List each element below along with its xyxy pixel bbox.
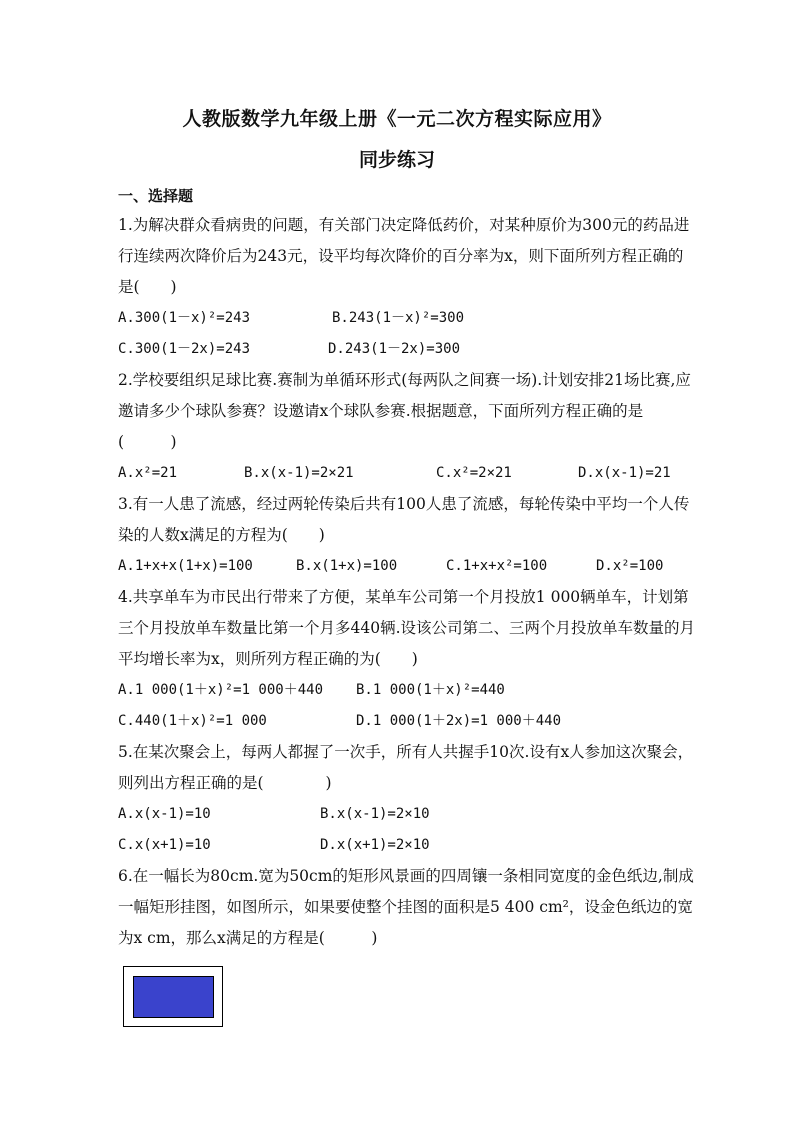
section-heading: 一、选择题 [118, 187, 194, 205]
page-title: 人教版数学九年级上册《一元二次方程实际应用》 [182, 108, 612, 130]
picture-interior [133, 976, 214, 1018]
question-2: 2.学校要组织足球比赛.赛制为单循环形式(每两队之间赛一场).计划安排21场比赛,应邀请多少个球队参赛？设邀请x个球队参赛.根据题意，下面所列方程正确的是( ) [118, 371, 691, 451]
option-c: C.440(1＋x)²=1 000 [118, 713, 267, 729]
question-3-options [118, 551, 698, 582]
option-d: D.1 000(1＋2x)=1 000＋440 [356, 713, 562, 729]
option-d: D.x²=100 [596, 558, 664, 574]
option-a: A.1+x+x(1+x)=100 [118, 558, 253, 574]
option-a: A.1 000(1＋x)²=1 000＋440 [118, 682, 324, 698]
question-5-options-row-2 [118, 830, 698, 861]
page-subtitle: 同步练习 [358, 149, 435, 171]
question-1-options-row-2 [118, 334, 698, 365]
question-6: 6.在一幅长为80cm.宽为50cm的矩形风景画的四周镶一条相同宽度的金色纸边,制成一幅矩形挂图，如图所示，如果要使整个挂图的面积是5 400 cm²，设金色纸边的宽为x cm，那么x满足的方程是( ) [118, 867, 694, 947]
option-b: B.x(x-1)=2×10 [320, 806, 430, 822]
question-4: 4.共享单车为市民出行带来了方便，某单车公司第一个月投放1 000辆单车，计划第三个月投放单车数量比第一个月多440辆.设该公司第二、三两个月投放单车数量的月平均增长率为x，则所列方程正确的为( ) [118, 588, 696, 668]
question-5-options-row-1 [118, 799, 698, 830]
option-d: D.243(1－2x)=300 [328, 341, 461, 357]
question-1: 1.为解决群众看病贵的问题，有关部门决定降低药价，对某种原价为300元的药品进行连续两次降价后为243元，设平均每次降价的百分率为x，则下面所列方程正确的是( ) [118, 216, 690, 296]
option-a: A.x²=21 [118, 465, 178, 481]
option-b: B.1 000(1＋x)²=440 [356, 682, 505, 698]
question-list [118, 210, 698, 954]
option-c: C.x²=2×21 [436, 465, 512, 481]
option-b: B.x(1+x)=100 [296, 558, 398, 574]
question-1-options-row-1 [118, 303, 698, 334]
option-d: D.x(x+1)=2×10 [320, 837, 430, 853]
question-3: 3.有一人患了流感，经过两轮传染后共有100人患了流感，每轮传染中平均一个人传染的人数x满足的方程为( ) [118, 495, 690, 544]
option-c: C.1+x+x²=100 [446, 558, 548, 574]
option-a: A.300(1－x)²=243 [118, 310, 251, 326]
question-2-options [118, 458, 698, 489]
option-b: B.243(1－x)²=300 [332, 310, 465, 326]
question-4-options-row-2 [118, 706, 698, 737]
option-d: D.x(x-1)=21 [578, 465, 671, 481]
option-c: C.300(1－2x)=243 [118, 341, 251, 357]
framed-picture-figure [123, 966, 223, 1027]
option-a: A.x(x-1)=10 [118, 806, 211, 822]
question-5: 5.在某次聚会上，每两人都握了一次手，所有人共握手10次.设有x人参加这次聚会，则列出方程正确的是( ) [118, 743, 694, 792]
question-4-options-row-1 [118, 675, 698, 706]
option-b: B.x(x-1)=2×21 [244, 465, 354, 481]
option-c: C.x(x+1)=10 [118, 837, 211, 853]
